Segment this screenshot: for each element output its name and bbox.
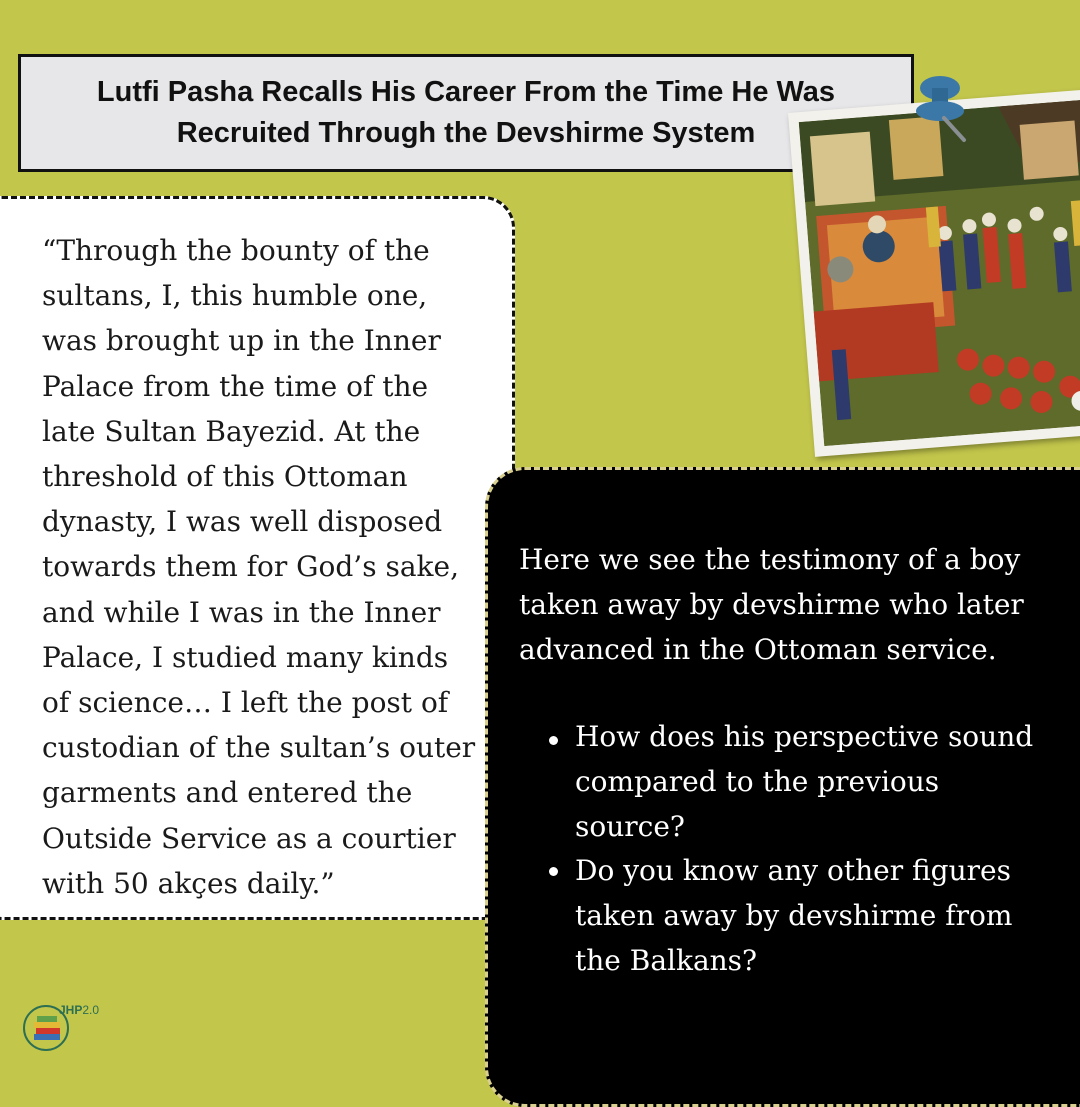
logo-version: 2.0 (82, 1003, 100, 1017)
bullet-dot (549, 867, 558, 876)
quote-text: “Through the bounty of the sultans, I, this humble one, was brought up in the Inner Palace from the time of the late Sultan Bayezid. At the threshold of this Ottoman dynasty, I was well disposed towards them for God’s sake, and while I was in the Inner Palace, I studied many kinds of science… I left the post of custodian of the sultan’s outer garments and entered the Outside Service as a courtier with 50 akçes daily.” (42, 234, 476, 900)
miniature-painting (799, 100, 1080, 446)
question-item: Do you know any other figures taken away by devshirme from the Balkans? (575, 854, 1013, 977)
logo-brand: JHP (59, 1003, 83, 1017)
title-banner (18, 54, 914, 172)
bullet-dot (549, 736, 558, 745)
commentary-intro: Here we see the testimony of a boy taken away by devshirme who later advanced in the Ottoman service. (519, 543, 1024, 666)
title-line-1: Lutfi Pasha Recalls His Career From the Time He Was (96, 76, 836, 108)
question-item: How does his perspective sound compared to the previous source? (575, 720, 1034, 843)
push-pin-icon (912, 66, 982, 146)
title-line-2: Recruited Through the Devshirme System (176, 117, 756, 149)
logo-wordmark (59, 1003, 99, 1017)
